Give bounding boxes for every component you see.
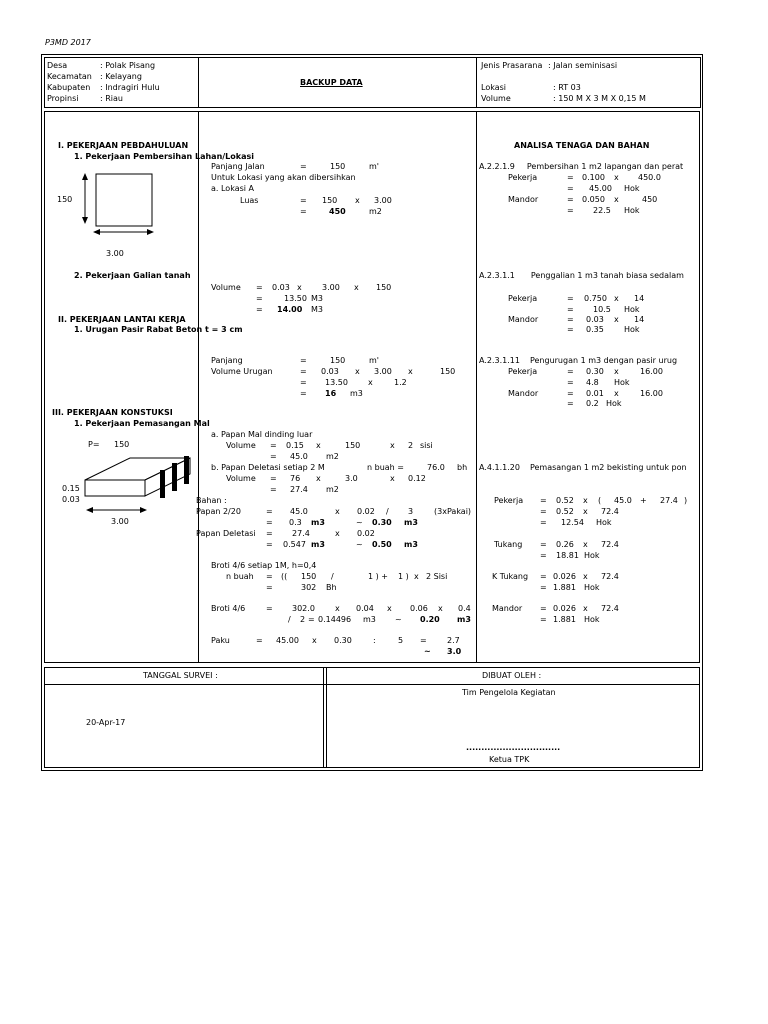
calc-eq: = [540,518,547,527]
calc-value: 10.5 [593,305,611,314]
calc-unit: m3 [311,518,325,527]
calc-eq: = [567,325,574,334]
calc-op: x [354,283,359,292]
calc-op: ~ [356,518,363,527]
calc-value: 16 [325,389,337,398]
calc-unit: Hok [624,184,640,193]
calc-eq: = [308,615,315,624]
calc-label: Volume [226,474,256,483]
calc-unit: Hok [606,399,622,408]
calc-unit: m2 [369,207,382,216]
calc-value: 2 [300,615,306,624]
calc-value: 0.547 [283,540,306,549]
calc-eq: = [270,474,277,483]
analysis-label: Mandor [492,604,523,613]
calc-label: n buah = [367,463,404,472]
calc-unit: Hok [584,551,600,560]
calc-unit: m3 [404,540,418,549]
propinsi-label: Propinsi [47,94,79,103]
calc-note: (3xPakai) [434,507,472,516]
calc-eq: = [567,399,574,408]
figure-2-height: 0.15 [62,484,80,493]
calc-value: 0.52 [556,496,574,505]
analysis-code: A.2.3.1.11 [479,356,520,365]
calc-value: 1.881 [553,615,576,624]
calc-unit: Hok [624,325,640,334]
arrow-right-icon [140,507,147,513]
calc-value: 150 [301,572,317,581]
calc-unit: m3 [363,615,376,624]
calc-label: Paku [211,636,230,645]
calc-value: 0.02 [357,529,375,538]
calc-eq: = [420,636,427,645]
calc-value: 22.5 [593,206,611,215]
section-2-title: II. PEKERJAAN LANTAI KERJA [58,315,186,324]
analysis-label: Mandor [508,195,539,204]
calc-value: 2.7 [447,636,460,645]
calc-eq: = [540,540,547,549]
calc-value: 72.4 [601,604,619,613]
jenis-value: : Jalan seminisasi [548,61,618,70]
ketua-label: Ketua TPK [489,755,530,764]
calc-value: 14.00 [277,305,303,314]
calc-op: x [614,195,619,204]
calc-label: Panjang [211,356,243,365]
calc-label: Papan Deletasi [196,529,256,538]
tim-label: Tim Pengelola Kegiatan [462,688,556,697]
calc-value: 0.12 [408,474,426,483]
calc-text: a. Papan Mal dinding luar [211,430,313,439]
calc-eq: = [266,583,273,592]
kabupaten-label: Kabupaten [47,83,91,92]
calc-eq: = [300,389,307,398]
calc-unit: Hok [596,518,612,527]
page-title: BACKUP DATA [300,78,363,87]
propinsi-value: : Riau [100,94,123,103]
calc-label: Luas [240,196,259,205]
calc-unit: Hok [624,206,640,215]
calc-eq: = [567,184,574,193]
calc-op: x [583,572,588,581]
analysis-label: K Tukang [492,572,529,581]
calc-value: 150 [330,356,346,365]
calc-eq: = [266,518,273,527]
calc-op: (( [281,572,288,581]
calc-eq: = [266,529,273,538]
calc-value: 0.20 [420,615,440,624]
calc-value: 150 [330,162,346,171]
calc-value: 5 [398,636,404,645]
calc-op: x [355,196,360,205]
calc-value: 0.03 [321,367,339,376]
calc-value: 45.0 [290,507,308,516]
calc-value: 1.881 [553,583,576,592]
analysis-label: Tukang [494,540,523,549]
section-3-item-1: 1. Pekerjaan Pemasangan Mal [74,419,210,428]
calc-unit: bh [457,463,468,472]
calc-op: x [312,636,317,645]
calc-eq: = [567,378,574,387]
calc-value: 0.03 [586,315,604,324]
lokasi-value: : RT 03 [553,83,581,92]
calc-value: 1 ) + [368,572,388,581]
calc-value: 4.8 [586,378,599,387]
calc-op: x [614,315,619,324]
calc-unit: m2 [326,485,339,494]
calc-value: 76 [290,474,301,483]
figure-2-width: 3.00 [111,517,129,526]
calc-unit: sisi [420,441,433,450]
calc-unit: M3 [311,294,323,303]
calc-value: 150 [322,196,338,205]
analysis-title: ANALISA TENAGA DAN BAHAN [514,141,650,150]
calc-value: 27.4 [290,485,308,494]
section-1-item-2: 2. Pekerjaan Galian tanah [74,271,191,280]
calc-op: x [390,474,395,483]
calc-value: 2 [408,441,414,450]
formwork-post [184,456,189,484]
section-1-item-1: 1. Pekerjaan Pembersihan Lahan/Lokasi [74,152,254,161]
calc-op: ~ [424,647,431,656]
calc-unit: Hok [624,305,640,314]
calc-eq: = [567,367,574,376]
calc-value: 16.00 [640,367,663,376]
calc-op: ~ [395,615,402,624]
calc-value: 0.14496 [318,615,352,624]
calc-value: 0.03 [272,283,290,292]
calc-op: x [583,507,588,516]
plan-rectangle [96,174,152,226]
calc-op: x [438,604,443,613]
calc-eq: = [540,604,547,613]
figure-2-label: P= [88,440,100,449]
calc-value: 450.0 [638,173,661,182]
calc-text: Broti 4/6 setiap 1M, h=0,4 [211,561,317,570]
calc-op: x [614,367,619,376]
analysis-label: Mandor [508,315,539,324]
calc-text: a. Lokasi A [211,184,254,193]
calc-eq: = [567,305,574,314]
calc-op: + [640,496,647,505]
calc-value: 0.026 [553,604,576,613]
calc-value: 14 [634,294,645,303]
kabupaten-value: : Indragiri Hulu [100,83,160,92]
kecamatan-label: Kecamatan [47,72,92,81]
calc-eq: = [567,195,574,204]
calc-eq: = [256,283,263,292]
calc-unit: m3 [311,540,325,549]
calc-value: 13.50 [284,294,307,303]
calc-value: 3 [408,507,414,516]
calc-unit: Hok [614,378,630,387]
doc-code: P3MD 2017 [45,38,91,47]
calc-unit: 2 Sisi [426,572,448,581]
calc-unit: m' [369,356,379,365]
analysis-code: A.2.2.1.9 [479,162,515,171]
arrow-left-icon [93,229,100,235]
formwork-post [172,463,177,491]
calc-text: Untuk Lokasi yang akan dibersihkan [211,173,356,182]
figure-1-height: 150 [57,195,73,204]
analysis-label: Pekerja [494,496,524,505]
calc-eq: = [300,196,307,205]
analysis-code: A.2.3.1.1 [479,271,515,280]
calc-op: x [414,572,419,581]
calc-op: x [297,283,302,292]
calc-eq: = [256,305,263,314]
analysis-row-2-header [479,271,700,281]
calc-value: 76.0 [427,463,445,472]
calc-eq: = [567,294,574,303]
calc-value: 3.0 [345,474,358,483]
calc-eq: = [256,294,263,303]
figure-2-height: 0.03 [62,495,80,504]
calc-value: 0.50 [372,540,392,549]
calc-value: 3.0 [447,647,462,656]
desa-label: Desa [47,61,68,70]
analysis-desc: Penggalian 1 m3 tanah biasa sedalam [530,271,684,280]
calc-value: 0.4 [458,604,471,613]
calc-eq: = [266,507,273,516]
calc-eq: = [270,452,277,461]
calc-op: x [387,604,392,613]
calc-op: x [368,378,373,387]
calc-op: / [386,507,389,516]
signature-line: ............................... [466,743,561,752]
calc-value: 14 [634,315,645,324]
calc-value: 302 [301,583,317,592]
calc-value: 72.4 [601,540,619,549]
calc-value: 0.35 [586,325,604,334]
calc-value: 72.4 [601,507,619,516]
calc-value: 16.00 [640,389,663,398]
calc-op: / [288,615,291,624]
analysis-label: Pekerja [508,294,538,303]
calc-value: 0.30 [334,636,352,645]
calc-eq: = [540,496,547,505]
calc-eq: = [300,162,307,171]
calc-op: x [335,529,340,538]
calc-value: 13.50 [325,378,348,387]
analysis-label: Pekerja [508,367,538,376]
calc-eq: = [567,315,574,324]
calc-eq: = [300,378,307,387]
calc-value: 0.01 [586,389,604,398]
calc-op: x [335,507,340,516]
calc-eq: = [266,540,273,549]
calc-value: 0.30 [586,367,604,376]
calc-unit: Hok [584,615,600,624]
calc-value: 150 [345,441,361,450]
lokasi-label: Lokasi [481,83,506,92]
calc-value: 0.750 [584,294,607,303]
calc-unit: m2 [326,452,339,461]
calc-unit: M3 [311,305,323,314]
calc-value: 1 ) [398,572,409,581]
calc-label: Volume Urugan [211,367,273,376]
desa-value: : Polak Pisang [100,61,156,70]
calc-op: ) [684,496,688,505]
calc-op: ( [598,496,602,505]
calc-label: Papan 2/20 [196,507,241,516]
calc-value: 27.4 [660,496,678,505]
calc-eq: = [540,583,547,592]
calc-value: 12.54 [561,518,584,527]
analysis-desc: Pemasangan 1 m2 bekisting untuk pon [529,463,687,472]
calc-unit: m3 [457,615,471,624]
calc-eq: = [300,356,307,365]
calc-op: : [373,636,376,645]
calc-value: 450 [642,195,658,204]
calc-value: 150 [376,283,392,292]
calc-label: Panjang Jalan [211,162,265,171]
calc-value: 0.100 [582,173,605,182]
volume-value: : 150 M X 3 M X 0,15 M [553,94,646,103]
calc-value: 45.00 [276,636,299,645]
arrow-left-icon [86,507,93,513]
calc-value: 0.026 [553,572,576,581]
calc-value: 45.00 [589,184,612,193]
dibuat-oleh-label: DIBUAT OLEH : [482,671,542,680]
calc-eq: = [300,367,307,376]
calc-eq: = [270,441,277,450]
calc-label: Volume [211,283,241,292]
calc-value: 18.81 [556,551,579,560]
calc-value: 3.00 [374,196,392,205]
figure-2-value: 150 [114,440,130,449]
calc-op: x [614,173,619,182]
arrow-right-icon [147,229,154,235]
calc-value: 0.3 [289,518,302,527]
volume-label: Volume [481,94,511,103]
calc-value: 0.52 [556,507,574,516]
calc-unit: Hok [584,583,600,592]
calc-op: x [583,540,588,549]
calc-value: 150 [440,367,456,376]
calc-unit: m3 [404,518,418,527]
tanggal-survei-label: TANGGAL SURVEI : [143,671,218,680]
calc-text: b. Papan Deletasi setiap 2 M [211,463,325,472]
bahan-label: Bahan : [196,496,227,505]
kecamatan-value: : Kelayang [100,72,142,81]
analysis-row-4-header [479,463,700,473]
formwork-post [160,470,165,498]
calc-op: x [390,441,395,450]
calc-op: x [583,604,588,613]
calc-value: 3.00 [374,367,392,376]
section-2-item-1: 1. Urugan Pasir Rabat Beton t = 3 cm [74,325,243,334]
calc-value: 3.00 [322,283,340,292]
section-1-title: I. PEKERJAAN PEBDAHULUAN [58,141,189,150]
calc-op: x [335,604,340,613]
calc-label: n buah [226,572,254,581]
calc-value: 0.2 [586,399,599,408]
calc-value: 45.0 [614,496,632,505]
calc-op: x [614,294,619,303]
calc-value: 0.30 [372,518,392,527]
analysis-desc: Pengurugan 1 m3 dengan pasir urug [529,356,678,365]
calc-op: x [614,389,619,398]
calc-op: x [316,474,321,483]
calc-eq: = [567,206,574,215]
section-3-title: III. PEKERJAAN KONSTUKSI [52,408,173,417]
calc-value: 45.0 [290,452,308,461]
calc-value: 0.04 [356,604,374,613]
tanggal-survei-value: 20-Apr-17 [86,718,126,727]
calc-value: 27.4 [292,529,310,538]
calc-eq: = [256,636,263,645]
calc-value: 0.15 [286,441,304,450]
calc-value: 0.050 [582,195,605,204]
calc-value: 0.02 [357,507,375,516]
calc-eq: = [540,507,547,516]
calc-value: 0.06 [410,604,428,613]
jenis-label: Jenis Prasarana [481,61,543,70]
calc-op: x [408,367,413,376]
calc-eq: = [266,572,273,581]
calc-value: 1.2 [394,378,407,387]
calc-op: / [331,572,334,581]
arrow-up-icon [82,173,88,180]
calc-value: 302.0 [292,604,315,613]
analysis-desc: Pembersihan 1 m2 lapangan dan perat [526,162,684,171]
slab-front-face [85,480,145,496]
calc-eq: = [567,389,574,398]
calc-unit: Bh [326,583,337,592]
figure-1-width: 3.00 [106,249,124,258]
calc-label: Broti 4/6 [211,604,246,613]
analysis-row-3-header [479,356,700,366]
calc-unit: m3 [350,389,363,398]
calc-value: 0.26 [556,540,574,549]
calc-unit: m' [369,162,379,171]
analysis-label: Pekerja [508,173,538,182]
calc-value: 450 [329,207,346,216]
calc-eq: = [567,173,574,182]
calc-eq: = [540,572,547,581]
calc-op: ~ [356,540,363,549]
calc-op: x [316,441,321,450]
calc-eq: = [270,485,277,494]
calc-op: x [583,496,588,505]
calc-op: x [355,367,360,376]
analysis-code: A.4.1.1.20 [479,463,520,472]
calc-value: 72.4 [601,572,619,581]
arrow-down-icon [82,217,88,224]
calc-label: Volume [226,441,256,450]
analysis-label: Mandor [508,389,539,398]
calc-eq: = [266,604,273,613]
calc-eq: = [540,551,547,560]
calc-eq: = [540,615,547,624]
analysis-row-1-header [479,162,700,172]
calc-eq: = [300,207,307,216]
